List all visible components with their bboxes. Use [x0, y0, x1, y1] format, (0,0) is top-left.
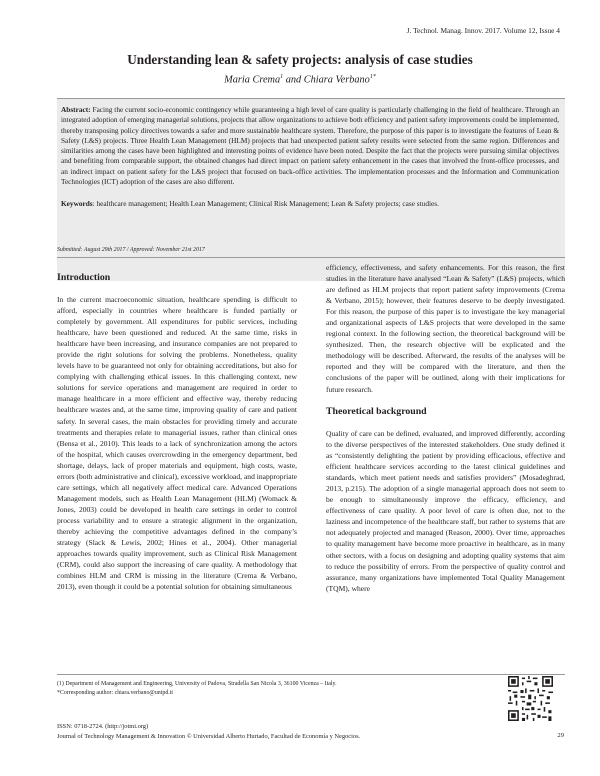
abstract-label: Abstract: [61, 105, 91, 114]
author-name: Chiara Verbano [303, 74, 370, 86]
running-head: J. Technol. Manag. Innov. 2017. Volume 12, Issue 4 [406, 26, 560, 35]
footnotes [57, 680, 477, 698]
submission-dates: Submitted: August 29th 2017 / Approved: November 21st 2017 [57, 247, 205, 253]
page-footer [57, 722, 565, 741]
body-paragraph: In the current macroeconomic situation, healthcare spending is difficult to afford, especially in countries where healthcare is funded partially or completely by government. All expenditures for public services, including healthcare, have been questioned and reduced. At the same time, risks in healthcare have been increasing, and insurance companies are not prepared to provide the right solutions for solving the problems. Nonetheless, quality levels have to be guaranteed not only for obtaining accreditations, but also for complying with challenging ethical issues. In this challenging context, new solutions for service operations and management are required in order to manage healthcare in a more efficient and effective way, thereby reducing healthcare wastes and, at the same time, improving quality of care and patient safety. In several cases, the main obstacles for providing timely and accurate treatments and therapies relate to managerial issues, rather than clinical ones (Bensa et al., 2010). This leads to a lack of synchronization among the actors of the hospital, which causes overcrowding in the emergency department, bed shortage, delays, lack of proper materials and equipment, high costs, waste, errors (both administrative and clinical), excessive workload, and inappropriate care settings, which all negatively affect medical care. Advanced Operations Management models, such as Health Lean Management (HLM) (Womack & Jones, 2003) could be developed in health care settings in order to control process variability and to ensure a strategic alignment in the organization, thereby achieving the competitive advantages defined in the company’s strategy (Slack & Lewis, 2002; Hines et al., 2004). Other managerial approaches towards quality improvement, such as Clinical Risk Management (CRM), could also support the increasing of care quality. A methodology that combines HLM and CRM is missing in the literature (Crema & Verbano, 2013), even though it could be a potential solution for obtaining simultaneous [57, 295, 297, 592]
body-paragraph: Quality of care can be defined, evaluated, and improved differently, according to the diverse perspectives of the interested stakeholders. One study defined it as “consistently delighting the patient by providing efficacious, effective and efficient healthcare services according to the latest clinical guidelines and standards, which meet patient needs and satisfies providers” (Mosadeghrad, 2013, p.215). The adoption of a single managerial approach does not seem to be enough to simultaneously improve the efficacy, efficiency, and effectiveness of care quality. A poor level of care is often due, not to the laziness and incompetence of the healthcare staff, but rather to systems that are not adequately projected and managed (Reason, 2000). Over time, approaches to quality management have become more proactive in healthcare, as in many other sectors, with a focus on designing and adopting quality systems that aim to reduce the possibility of errors. From the perspective of quality control and assurance, many organizations have implemented Total Quality Management (TQM), where [326, 429, 565, 593]
keywords [61, 199, 559, 209]
right-column-top [326, 262, 565, 395]
author-line [0, 74, 600, 85]
issn-line: ISSN: 0718-2724. (http://jotmi.org) [57, 723, 149, 730]
affiliation-marker: 1 [280, 74, 284, 80]
body-paragraph: efficiency, effectiveness, and safety enhancements. For this reason, the first studies in the literature have analysed “Lean & Safety” (L&S) projects, which are defined as HLM projects that report patient safety improvements (Crema & Verbano, 2015); however, their features deserve to be deeply investigated. For this reason, the purpose of this paper is to investigate the key managerial and organizational aspects of L&S projects that were developed in the same regional context. In the following section, the theoretical background will be synthesized. Then, the research objective will be explicated and the methodology will be described. Afterward, the results of the analyses will be reported and they will be compared with the literature, and then the conclusions of the paper will be outlined, along with their implications for future research. [326, 263, 565, 394]
keywords-label: Keywords [61, 199, 93, 208]
abstract-box [57, 98, 565, 281]
footnote-corresponding: *Corresponding author: chiara.verbano@unipd.it [57, 690, 174, 696]
affiliation-marker: 1* [369, 74, 376, 80]
abstract-text: Facing the current socio-economic contingency while guaranteeing a high level of care quality is particularly challenging in the field of healthcare. Through an integrated adoption of emerging managerial solutions, projects that allow organizations to achieve both efficiency and patient safety improvements could be implemented, thereby transposing policy directives towards a safer and more sustainable healthcare system. Therefore, the purpose of this paper is to investigate the features of Lean & Safety (L&S) projects. Three Health Lean Management (HLM) projects that had unexpected patient safety results were selected from the same region. Differences and similarities among the cases have been highlighted and interesting points of evidence have been noted. Despite the fact that the projects were pursuing similar objectives and benefiting from comparable support, the obtained changes had direct impact on patient safety enhancement in the cases that involved the front-office processes, and an indirect impact on patient safety for the L&S project that focused on back-office activities. The implementation processes and the Information and Communication Technologies (ICT) adoption of the cases are also different. [61, 105, 559, 186]
footnote-marker: (1) [57, 681, 64, 687]
footnote-affiliation: (1) Department of Management and Engineering, University of Padova, Stradella San Nicola 3, 36100 Vicenza – Italy. [57, 681, 337, 687]
keywords-text: : healthcare management; Health Lean Management; Clinical Risk Management; Lean & Safety projects; case studies. [92, 199, 439, 208]
left-column [57, 272, 297, 592]
author-name: Maria Crema [224, 74, 281, 86]
page-number: 29 [557, 732, 564, 739]
abstract [61, 105, 559, 187]
paper-title: Understanding lean & safety projects: analysis of case studies [127, 52, 473, 67]
section-heading-introduction: Introduction [57, 272, 111, 283]
qr-code-icon [508, 676, 553, 721]
divider [57, 257, 565, 258]
author-conjunction: and [283, 74, 304, 86]
right-column-bottom [326, 406, 565, 594]
section-heading-theoretical: Theoretical background [326, 406, 427, 417]
journal-line: Journal of Technology Management & Innovation © Universidad Alberto Hurtado, Facultad de Economía y Negocios. [57, 732, 361, 740]
footnote-divider [57, 674, 565, 675]
